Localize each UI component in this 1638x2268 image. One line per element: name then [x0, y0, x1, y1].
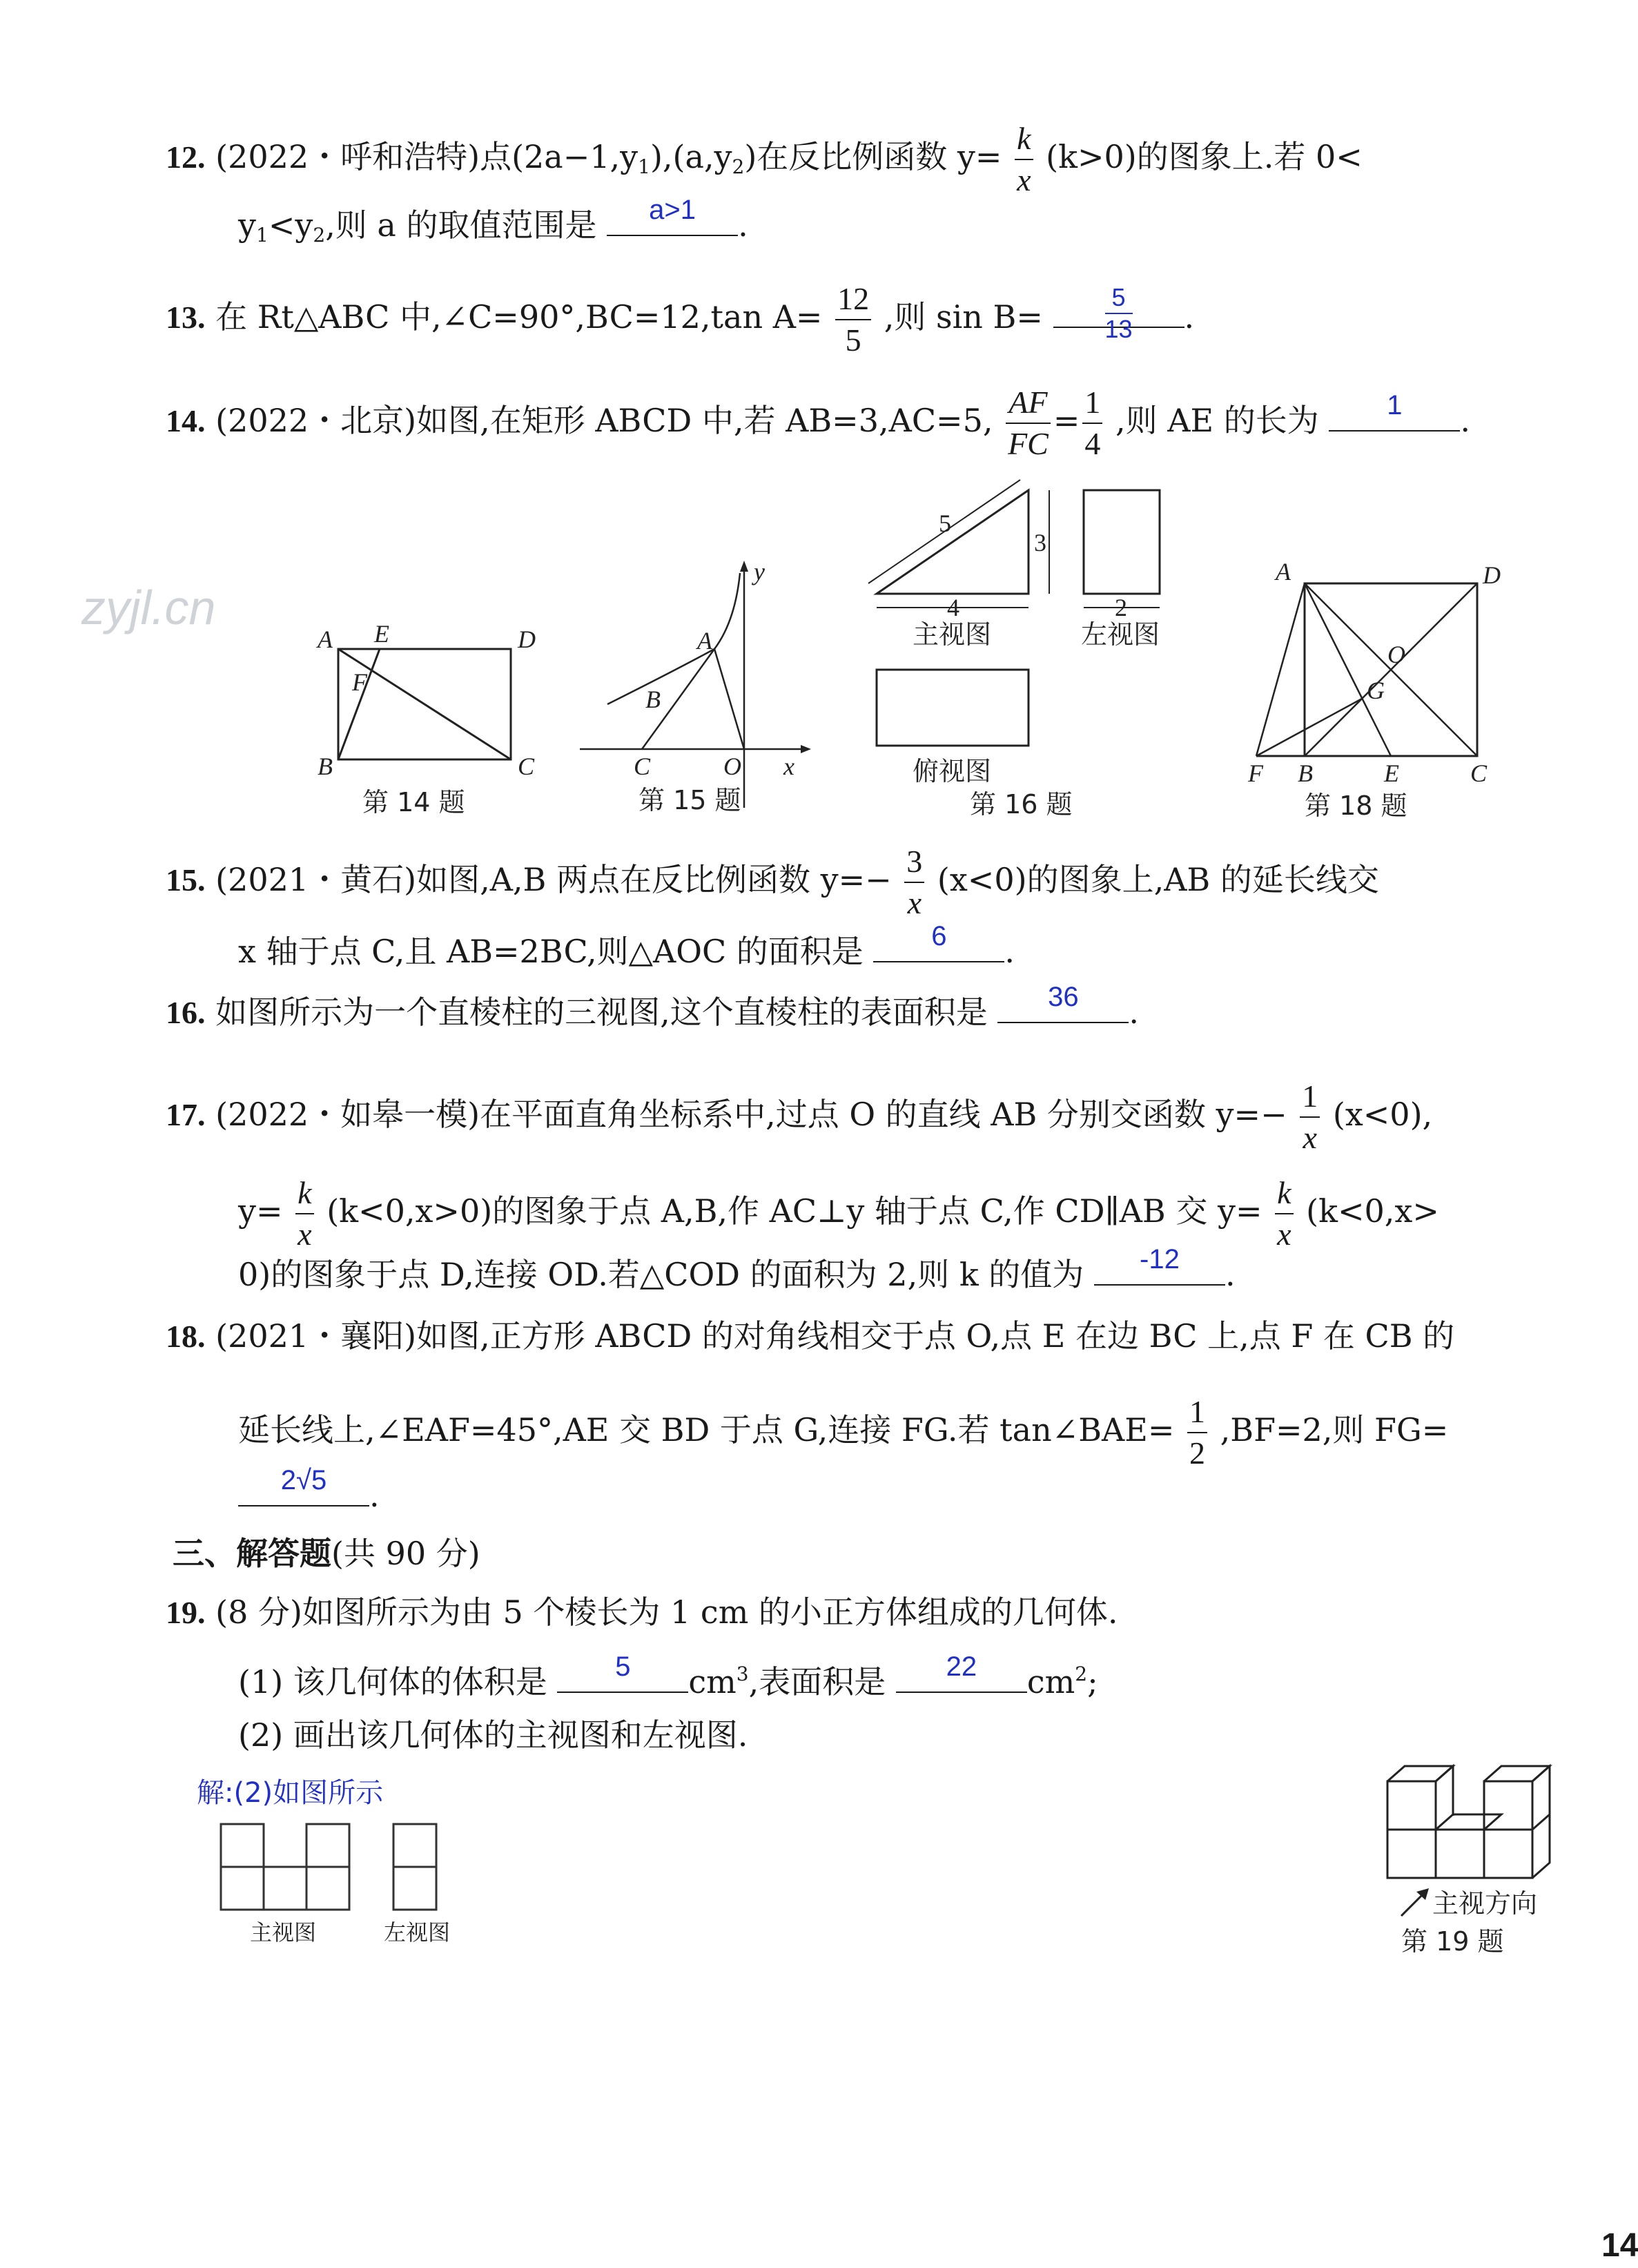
fig16-caption: 第 16 题: [970, 789, 1073, 820]
fig15-y-arrow: [740, 561, 748, 572]
q15-text-a: (2021・黄石)如图,A,B 两点在反比例函数 y=−: [215, 861, 892, 898]
q14-answer: 1: [1387, 390, 1403, 420]
q17-answer: -12: [1140, 1244, 1180, 1274]
q17-line2: [238, 1177, 1439, 1250]
q12-line2-a: y: [238, 206, 256, 244]
fig18-line-fg: [1256, 699, 1362, 756]
q12-sub2: 2: [732, 155, 745, 178]
q19-left-view: [393, 1824, 436, 1910]
fig15-label-a: A: [697, 627, 712, 655]
q18-line3: 2√5 .: [238, 1471, 380, 1516]
q19-surface-blank[interactable]: [896, 1651, 1027, 1693]
q17-line1: [166, 1080, 1432, 1154]
q12-line2-c: ,则 a 的取值范围是: [325, 206, 597, 244]
q19-part1-b: ,表面积是: [748, 1663, 886, 1700]
q15-text-c: x 轴于点 C,且 AB=2BC,则△AOC 的面积是: [238, 933, 864, 970]
q17-answer-blank[interactable]: [1094, 1244, 1225, 1286]
q14-number: 14.: [166, 403, 206, 438]
q19-sup3: 3: [736, 1663, 749, 1685]
q15-answer-blank[interactable]: [873, 921, 1004, 962]
q19-solution-views: [207, 1816, 497, 1947]
q12-line1: [166, 123, 1363, 196]
fig16-left-label: 左视图: [1081, 619, 1160, 650]
q19-front-label: 主视图: [250, 1919, 317, 1946]
q15-line1: [166, 846, 1379, 919]
q18-answer: 2√5: [280, 1465, 327, 1495]
fig15-caption: 第 15 题: [638, 785, 741, 815]
q18-line1: [166, 1315, 1454, 1357]
q16-number: 16.: [166, 995, 206, 1030]
q17-fraction3: $\frac{k}{x}$: [1275, 1177, 1293, 1250]
q19-line1: [166, 1591, 1118, 1634]
q19-figure: [1374, 1747, 1608, 1968]
q18-number: 18.: [166, 1319, 206, 1354]
fig18-line-ae: [1305, 583, 1391, 756]
fig16-dim-base-label: 4: [947, 594, 959, 621]
fig14-diagonal-ac: [338, 649, 511, 759]
fig15-label-c: C: [634, 753, 651, 780]
q19-solution: 解:(2)如图所示: [197, 1777, 384, 1809]
q13-answer-blank[interactable]: [1053, 283, 1184, 343]
fig18-label-e: E: [1384, 759, 1399, 787]
q17-text-e: (k<0,x>: [1306, 1192, 1439, 1230]
q15-answer: 6: [931, 921, 947, 951]
q12-answer-blank[interactable]: [607, 195, 738, 236]
q16-answer-blank[interactable]: [997, 982, 1129, 1023]
q12-line2-sub2: 2: [313, 224, 326, 246]
fig18-label-f: F: [1248, 759, 1263, 787]
fig16-front-label: 主视图: [913, 619, 992, 650]
page-number: 14: [1601, 2227, 1638, 2264]
q18-text-b: 延长线上,∠EAF=45°,AE 交 BD 于点 G,连接 FG.若 tan∠BAE=: [238, 1411, 1175, 1448]
fig16-dim-height-label: 3: [1034, 529, 1046, 556]
q12-answer: a>1: [649, 195, 696, 225]
fig18-label-g: G: [1367, 677, 1385, 704]
q16-text: 如图所示为一个直棱柱的三视图,这个直棱柱的表面积是: [215, 994, 988, 1031]
q13-number: 13.: [166, 300, 206, 335]
q17-line3: 0)的图象于点 D,连接 OD.若△COD 的面积为 2,则 k 的值为 -12 .: [238, 1250, 1236, 1295]
fig14-label-f: F: [352, 668, 367, 696]
q12-text-a: (2022・呼和浩特)点(2a−1,y: [215, 138, 638, 175]
figure-18: [1222, 552, 1505, 822]
q17-text-c: y=: [238, 1192, 283, 1230]
q19-part1-end: ;: [1087, 1663, 1098, 1700]
q14-eq: =: [1053, 402, 1080, 439]
q14-text-b: ,则 AE 的长为: [1115, 402, 1319, 439]
fig14-label-a: A: [318, 626, 333, 653]
q18-answer-blank[interactable]: [238, 1465, 369, 1506]
q12-line2-b: <y: [268, 206, 313, 244]
q12-text-c: )在反比例函数 y=: [744, 138, 1002, 175]
fig15-label-o: O: [723, 753, 741, 780]
q17-text-b: (x<0),: [1332, 1096, 1433, 1133]
fig14-label-b: B: [318, 753, 333, 780]
q17-fraction1: $\frac{1}{x}$: [1300, 1080, 1320, 1154]
fig15-hyperbola: [607, 573, 740, 704]
q19-volume-answer: 5: [615, 1651, 631, 1682]
q19-view-direction: 主视方向: [1432, 1888, 1538, 1919]
q19-cube-solid: [1387, 1766, 1550, 1878]
q12-sub1: 1: [638, 155, 650, 178]
fig15-x-arrow: [801, 745, 811, 753]
fig18-label-d: D: [1483, 561, 1501, 589]
q15-fraction: $\frac{3}{x}$: [904, 846, 924, 919]
q17-text-a: (2022・如皋一模)在平面直角坐标系中,过点 O 的直线 AB 分别交函数 y=−: [215, 1096, 1287, 1133]
figure-14: [311, 614, 536, 822]
fig16-dim-width-label: 2: [1115, 594, 1127, 621]
q19-sup2: 2: [1075, 1663, 1088, 1685]
fig15-label-b: B: [645, 686, 661, 713]
q18-text-a: (2021・襄阳)如图,正方形 ABCD 的对角线相交于点 O,点 E 在边 BC 上,点 F 在 CB 的: [215, 1317, 1455, 1355]
q17-number: 17.: [166, 1097, 206, 1132]
figure-16: [863, 463, 1180, 822]
section3-title: 三、解答题: [173, 1535, 331, 1572]
q19-front-view: [221, 1824, 349, 1910]
q19-caption: 第 19 题: [1401, 1926, 1504, 1957]
watermark: zyjl.cn: [81, 581, 216, 634]
q15-line2: x 轴于点 C,且 AB=2BC,则△AOC 的面积是 6 .: [238, 927, 1015, 972]
q18-line2: [238, 1396, 1448, 1469]
q19-part2-text: (2) 画出该几何体的主视图和左视图.: [238, 1716, 748, 1754]
fig16-top-label: 俯视图: [913, 756, 992, 786]
q19-part1: [238, 1651, 1098, 1703]
q19-unit-cm2: cm: [1026, 1663, 1075, 1700]
q12-line2-sub1: 1: [256, 224, 269, 246]
fig18-label-o: O: [1387, 641, 1405, 668]
q19-unit-cm3: cm: [688, 1663, 737, 1700]
q19-number: 19.: [166, 1595, 206, 1630]
q13-text-b: ,则 sin B=: [884, 298, 1043, 336]
q17-text-d: (k<0,x>0)的图象于点 A,B,作 AC⊥y 轴于点 C,作 CD∥AB 交 y=: [326, 1192, 1262, 1230]
q12-text-b: ),(a,y: [650, 138, 732, 175]
fig18-label-b: B: [1298, 759, 1313, 787]
q14-fraction2: $\frac{1}{4}$: [1082, 387, 1102, 460]
q19-volume-blank[interactable]: [557, 1651, 688, 1693]
fig16-dim-hyp-label: 5: [939, 510, 951, 537]
fig14-label-d: D: [518, 626, 536, 653]
figure-15: [573, 552, 821, 822]
q19-surface-answer: 22: [946, 1651, 977, 1682]
q19-text: (8 分)如图所示为由 5 个棱长为 1 cm 的小正方体组成的几何体.: [215, 1593, 1118, 1631]
q13-answer: $\frac{5}{13}$: [1104, 283, 1133, 343]
fig18-label-a: A: [1276, 558, 1291, 585]
q16-answer: 36: [1048, 982, 1079, 1012]
fig14-segment-be: [338, 649, 380, 759]
q17-text-f: 0)的图象于点 D,连接 OD.若△COD 的面积为 2,则 k 的值为: [238, 1256, 1084, 1293]
q12-line2: $y_1<y_2$,则 a 的取值范围是 a>1 .: [238, 200, 748, 256]
fig15-label-y: y: [754, 558, 765, 585]
q16-line: 16. 如图所示为一个直棱柱的三视图,这个直棱柱的表面积是 36 .: [166, 987, 1139, 1034]
fig16-left-view: [1084, 490, 1160, 594]
q15-text-b: (x<0)的图象上,AB 的延长线交: [937, 861, 1379, 898]
q14-line: 14. (2022・北京)如图,在矩形 ABCD 中,若 AB=3,AC=5, $\frac{AF}{FC}$ = $\frac{1}{4}$ ,则 AE 的长为 1 .: [166, 385, 1470, 461]
q18-fraction: $\frac{1}{2}$: [1187, 1396, 1207, 1469]
q15-number: 15.: [166, 862, 206, 898]
q12-fraction: $\frac{k}{x}$: [1015, 123, 1033, 196]
fig16-top-view: [877, 670, 1028, 746]
fig14-caption: 第 14 题: [362, 787, 465, 817]
q18-text-c: ,BF=2,则 FG=: [1220, 1411, 1449, 1448]
q12-text-d: (k>0)的图象上.若 0<: [1046, 138, 1363, 175]
q17-fraction2: $\frac{k}{x}$: [295, 1177, 313, 1250]
fig18-label-c: C: [1470, 759, 1488, 787]
fig18-caption: 第 18 题: [1305, 791, 1407, 821]
section3-note: (共 90 分): [331, 1535, 480, 1572]
q13-fraction: $\frac{12}{5}$: [835, 283, 871, 356]
q14-answer-blank[interactable]: [1329, 390, 1460, 432]
fig14-label-c: C: [518, 753, 535, 780]
q19-left-label: 左视图: [384, 1919, 451, 1946]
q13-text-a: 在 Rt△ABC 中,∠C=90°,BC=12,tan A=: [215, 298, 823, 336]
fig16-front-triangle: [877, 490, 1028, 594]
fig18-line-af: [1256, 583, 1305, 756]
section3-heading: [173, 1533, 480, 1574]
fig15-label-x: x: [783, 753, 794, 780]
q13-line: 13. 在 Rt△ABC 中,∠C=90°,BC=12,tan A= $\frac{12}{5}$ ,则 sin B= $\frac{5}{13}$ .: [166, 281, 1195, 358]
q14-fraction1: $\frac{AF}{FC}$: [1006, 387, 1051, 460]
fig14-label-e: E: [374, 620, 389, 648]
q19-part1-a: (1) 该几何体的体积是: [238, 1663, 547, 1700]
q19-part2: [238, 1714, 748, 1756]
q12-number: 12.: [166, 139, 206, 175]
fig15-line-ao: [714, 649, 744, 749]
q14-text-a: (2022・北京)如图,在矩形 ABCD 中,若 AB=3,AC=5,: [215, 402, 993, 439]
